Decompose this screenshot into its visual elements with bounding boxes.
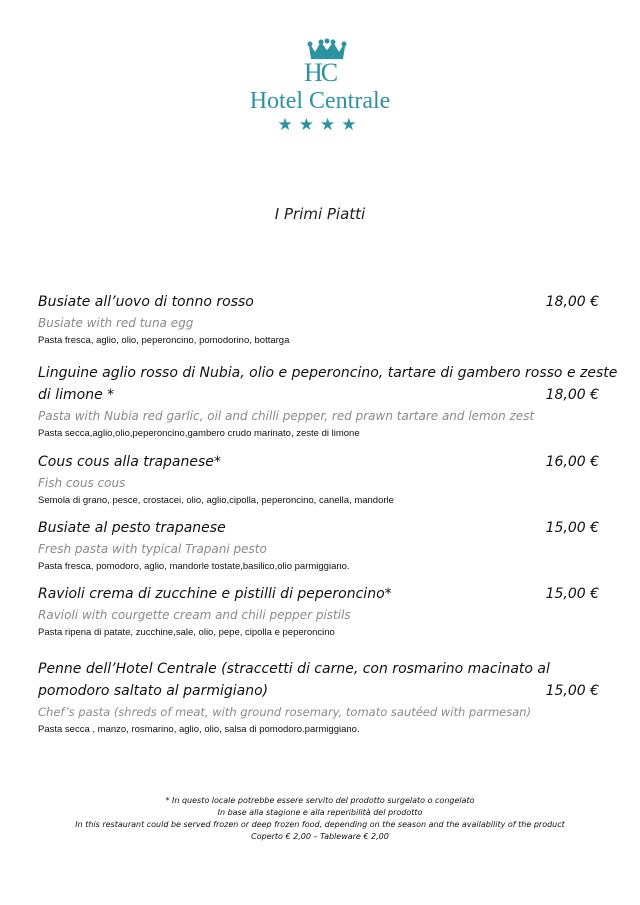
dish-item	[38, 451, 623, 509]
dish-english: Busiate with red tuna egg	[38, 316, 194, 330]
footer-cover-charge: Coperto € 2,00 – Tableware € 2,00	[251, 832, 389, 841]
dish-ingredients: Pasta ripena di patate, zucchine,sale, olio, pepe, cipolla e peperoncino	[38, 627, 335, 638]
crown-icon	[307, 38, 347, 60]
dish-english: Fresh pasta with typical Trapani pesto	[38, 542, 267, 556]
dish-price: 16,00 €	[545, 454, 599, 470]
section-title: I Primi Piatti	[274, 205, 366, 223]
dish-name-cont: di limone *	[38, 387, 115, 403]
dish-price: 18,00 €	[545, 294, 599, 310]
dish-english: Chef’s pasta (shreds of meat, with ground rosemary, tomato sautéed with parmesan)	[38, 705, 532, 719]
hotel-monogram: HC	[303, 58, 337, 87]
footer-frozen-note: * In questo locale potrebbe essere servito del prodotto surgelato o congelato	[165, 796, 475, 805]
dish-english: Ravioli with courgette cream and chili pepper pistils	[38, 608, 351, 622]
dish-ingredients: Pasta fresca, pomodoro, aglio, mandorle tostate,basilico,olio parmiggiano.	[38, 561, 350, 572]
dish-name: Busiate al pesto trapanese	[38, 520, 226, 536]
dish-item	[38, 658, 623, 738]
dish-english: Pasta with Nubia red garlic, oil and chilli pepper, red prawn tartare and lemon zest	[38, 409, 535, 423]
hotel-name: Hotel Centrale	[249, 88, 391, 114]
footer-season-note: In base alla stagione e alla reperibilità del prodotto	[217, 808, 423, 817]
dish-price: 18,00 €	[545, 387, 599, 403]
dish-name: Linguine aglio rosso di Nubia, olio e peperoncino, tartare di gambero rosso e zeste	[38, 365, 618, 381]
dish-item	[38, 583, 623, 641]
dish-english: Fish cous cous	[38, 476, 126, 490]
dish-name: Cous cous alla trapanese*	[38, 454, 221, 470]
dish-name: Busiate all’uovo di tonno rosso	[38, 294, 254, 310]
dish-ingredients: Pasta fresca, aglio, olio, peperoncino, pomodorino, bottarga	[38, 335, 290, 346]
dish-price: 15,00 €	[545, 683, 599, 699]
dish-price: 15,00 €	[545, 520, 599, 536]
footer-notes	[0, 795, 640, 843]
dish-ingredients: Semola di grano, pesce, crostacei, olio, aglio,cipolla, peperoncino, canella, mandorle	[38, 495, 394, 506]
dish-name-cont: pomodoro saltato al parmigiano)	[38, 683, 269, 699]
dish-name: Ravioli crema di zucchine e pistilli di peperoncino*	[38, 586, 392, 602]
dish-name: Penne dell’Hotel Centrale (straccetti di carne, con rosmarino macinato al	[38, 661, 550, 677]
footer-english-note: In this restaurant could be served frozen or deep frozen food, depending on the season and the availability of the product	[75, 820, 565, 829]
dish-item	[38, 362, 623, 442]
hotel-stars: ★★★★	[277, 115, 363, 135]
dish-item	[38, 291, 623, 349]
dish-item	[38, 517, 623, 575]
dish-ingredients: Pasta secca,aglio,olio,peperoncino,gambero crudo marinato, zeste di limone	[38, 428, 360, 439]
dish-ingredients: Pasta secca , manzo, rosmarino, aglio, olio, salsa di pomodoro.parmiggiano.	[38, 724, 360, 735]
dish-price: 15,00 €	[545, 586, 599, 602]
